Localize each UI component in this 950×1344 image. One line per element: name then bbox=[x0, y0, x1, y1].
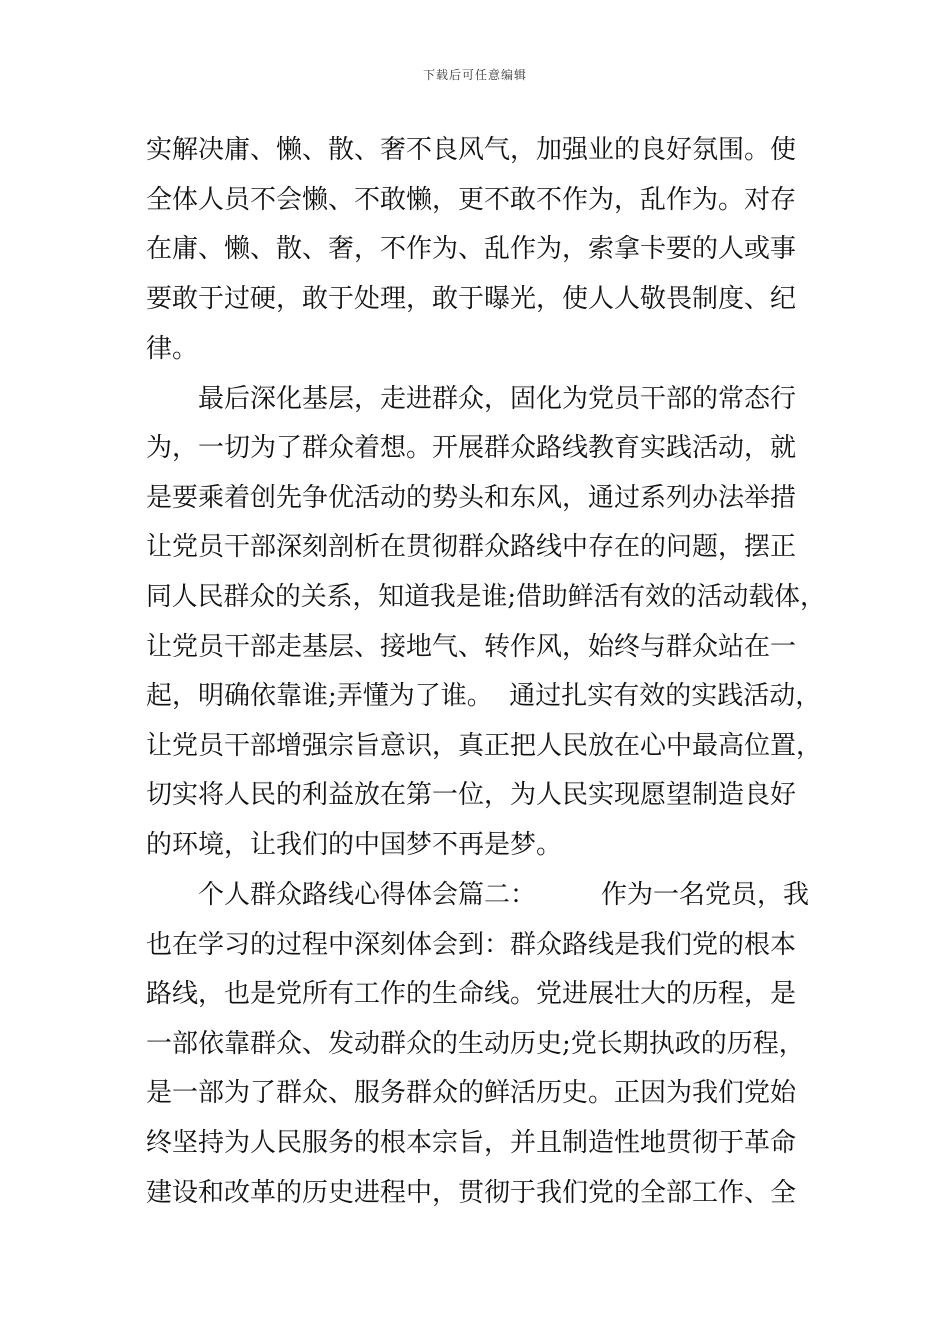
body-line: 也在学习的过程中深刻体会到：群众路线是我们党的根本 bbox=[146, 930, 797, 960]
body-line: 要敢于过硬，敢于处理，敢于曝光，使人人敬畏制度、纪 bbox=[146, 284, 797, 314]
body-line: 个人群众路线心得体会篇二： 作为一名党员，我 bbox=[146, 880, 810, 910]
body-line: 建设和改革的历史进程中，贯彻于我们党的全部工作、全 bbox=[146, 1178, 797, 1208]
body-line: 让党员干部增强宗旨意识，真正把人民放在心中最高位置， bbox=[146, 731, 823, 761]
body-line: 全体人员不会懒、不敢懒，更不敢不作为，乱作为。对存 bbox=[146, 185, 797, 215]
body-line: 让党员干部走基层、接地气、转作风，始终与群众站在一 bbox=[146, 632, 797, 662]
header-note: 下载后可任意编辑 bbox=[422, 68, 527, 82]
body-line: 是一部为了群众、服务群众的鲜活历史。正因为我们党始 bbox=[146, 1078, 797, 1108]
body-line: 实解决庸、懒、散、奢不良风气，加强业的良好氛围。使 bbox=[146, 135, 797, 165]
body-line: 同人民群众的关系，知道我是谁;借助鲜活有效的活动载体， bbox=[146, 582, 826, 612]
body-line: 是要乘着创先争优活动的势头和东风，通过系列办法举措 bbox=[146, 483, 797, 513]
body-line: 路线，也是党所有工作的生命线。党进展壮大的历程，是 bbox=[146, 979, 797, 1009]
body-line: 在庸、懒、散、奢，不作为、乱作为，索拿卡要的人或事 bbox=[146, 234, 797, 264]
body-line: 起，明确依靠谁;弄懂为了谁。 通过扎实有效的实践活动， bbox=[146, 681, 822, 711]
body-line: 的环境，让我们的中国梦不再是梦。 bbox=[146, 830, 563, 860]
body-line: 让党员干部深刻剖析在贯彻群众路线中存在的问题，摆正 bbox=[146, 532, 797, 562]
body-line: 切实将人民的利益放在第一位，为人民实现愿望制造良好 bbox=[146, 780, 797, 810]
body-line: 一部依靠群众、发动群众的生动历史;党长期执政的历程， bbox=[146, 1029, 805, 1059]
body-line: 为，一切为了群众着想。开展群众路线教育实践活动，就 bbox=[146, 433, 797, 463]
body-line: 终坚持为人民服务的根本宗旨，并且制造性地贯彻于革命 bbox=[146, 1128, 797, 1158]
body-line: 律。 bbox=[146, 334, 199, 364]
body-line: 最后深化基层，走进群众，固化为党员干部的常态行 bbox=[146, 384, 797, 414]
